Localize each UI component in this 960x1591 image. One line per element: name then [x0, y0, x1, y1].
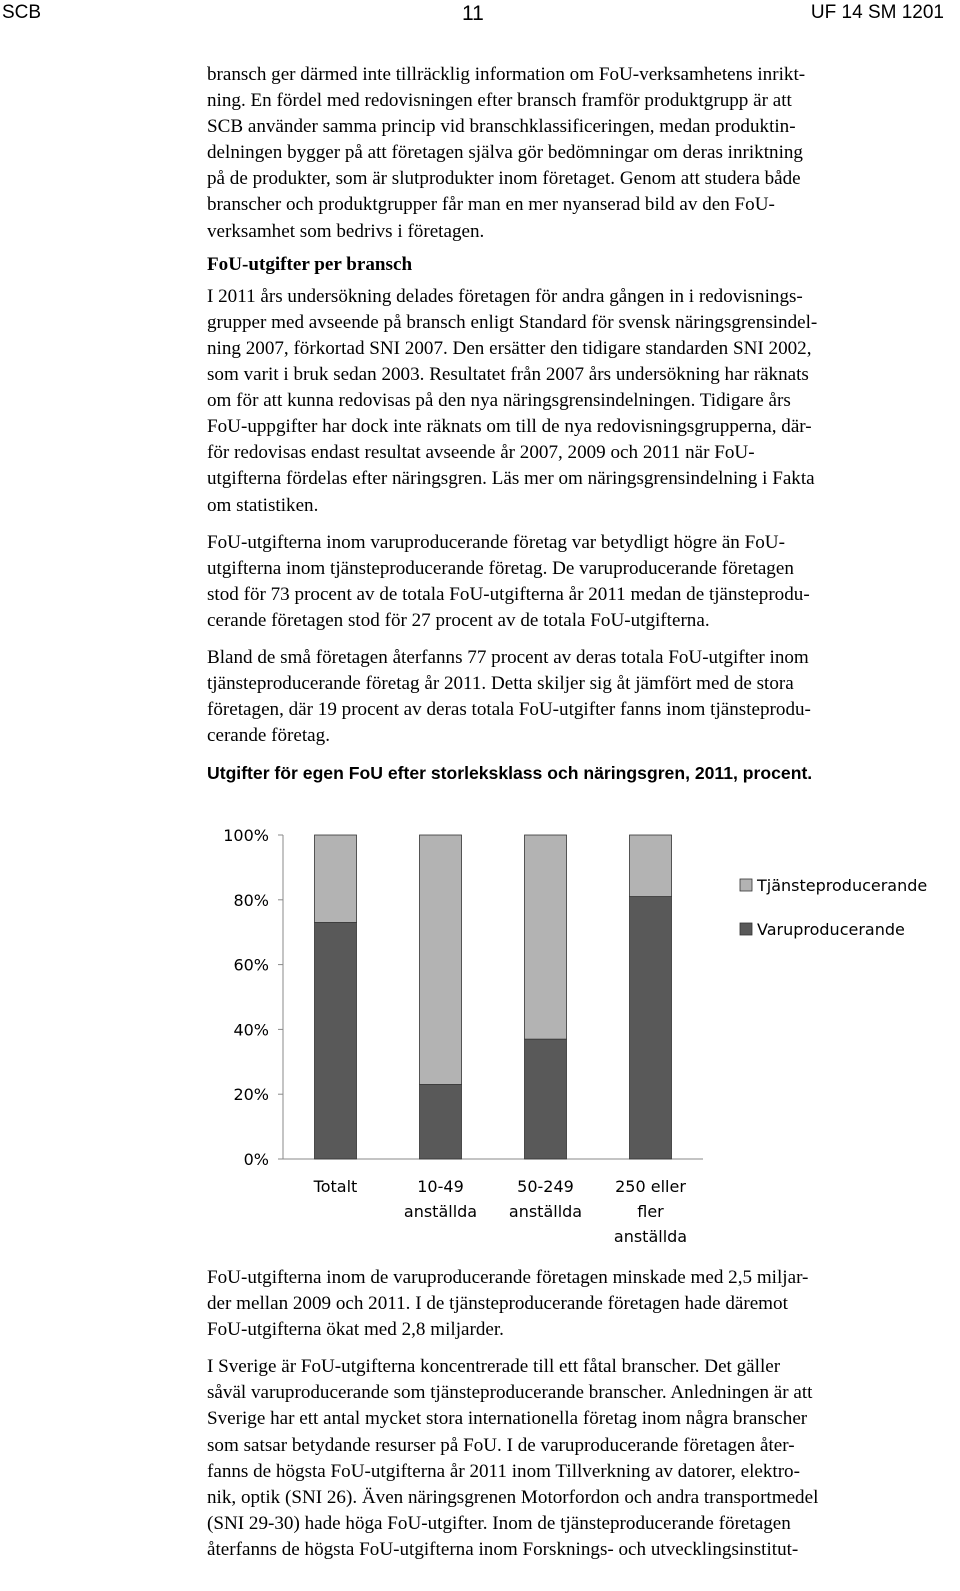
y-tick-label: 0% [243, 1150, 269, 1169]
text-line: delningen bygger på att företagen själva gör bedömningar om deras inriktning [207, 142, 803, 164]
bar-segment [525, 835, 567, 1039]
bar-segment [525, 1039, 567, 1159]
text-line: Sverige har ett antal mycket stora internationella företag inom några branscher [207, 1408, 808, 1430]
text-line: utgifterna inom tjänsteproducerande företag. De varuproducerande företagen [207, 557, 794, 579]
text-line: återfanns de högsta FoU-utgifterna inom Forsknings- och utvecklingsinstitut- [207, 1538, 799, 1560]
text-line: utgifterna fördelas efter näringsgren. Läs mer om näringsgrensindelning i Fakta [207, 468, 815, 490]
x-tick-label: Totalt [313, 1177, 358, 1196]
paragraph-1 [207, 62, 942, 245]
x-tick-label: anställda [403, 1202, 478, 1221]
text-line: FoU-uppgifter har dock inte räknats om till de nya redovisningsgrupperna, där- [207, 416, 812, 438]
text-line: cerande företag. [207, 725, 330, 747]
text-line: som satsar betydande resurser på FoU. I de varuproducerande företagen åter- [207, 1434, 795, 1456]
x-tick-label: fler [637, 1202, 664, 1221]
text-line: om statistiken. [207, 494, 319, 516]
bar-segment [315, 922, 357, 1159]
bar-segment [420, 835, 462, 1084]
y-tick-label: 40% [233, 1020, 269, 1040]
text-line: fanns de högsta FoU-utgifterna år 2011 inom Tillverkning av datorer, elektro- [207, 1460, 800, 1482]
paragraph-3 [207, 530, 942, 634]
legend-swatch [740, 923, 752, 935]
body-text-top [207, 62, 942, 784]
text-line: Bland de små företagen återfanns 77 procent av deras totala FoU-utgifter inom [207, 646, 809, 668]
text-line: tjänsteproducerande företag år 2011. Detta skiljer sig åt jämfört med de stora [207, 673, 794, 695]
bar-segment [630, 835, 672, 897]
text-line: såväl varuproducerande som tjänsteproducerande branscher. Anledningen är att [207, 1382, 813, 1404]
text-line: FoU-utgifterna ökat med 2,8 miljarder. [207, 1319, 504, 1341]
text-line: ning. En fördel med redovisningen efter bransch framför produktgrupp är att [207, 90, 792, 112]
legend-swatch [740, 879, 752, 891]
text-line: företagen, där 19 procent av deras totala FoU-utgifter fanns inom tjänsteprodu- [207, 699, 811, 721]
paragraph-5 [207, 1265, 942, 1343]
text-line: på de produkter, som är slutprodukter inom företaget. Genom att studera både [207, 168, 801, 190]
text-line: som varit i bruk sedan 2003. Resultatet från 2007 års undersökning har räknats [207, 364, 809, 386]
text-line: nik, optik (SNI 26). Även näringsgrenen Motorfordon och andra transportmedel [207, 1486, 819, 1508]
bar-segment [315, 835, 357, 922]
y-tick-label: 80% [233, 890, 269, 910]
stacked-bar-chart [200, 815, 940, 1255]
legend-label: Tjänsteproducerande [757, 876, 928, 895]
text-line: ning 2007, förkortad SNI 2007. Den ersätter den tidigare standarden SNI 2002, [207, 337, 812, 359]
text-line: (SNI 29-30) hade höga FoU-utgifter. Inom de tjänsteproducerande företagen [207, 1512, 791, 1534]
paragraph-2 [207, 284, 942, 519]
paragraph-4 [207, 645, 942, 749]
x-tick-label: 10-49 [417, 1177, 464, 1196]
section-heading: FoU-utgifter per bransch [207, 253, 413, 275]
text-line: stod för 73 procent av de totala FoU-utgifterna år 2011 medan de tjänsteprodu- [207, 583, 810, 605]
x-tick-label: anställda [508, 1202, 583, 1221]
legend-label: Varuproducerande [757, 920, 905, 939]
header-org: SCB [2, 2, 42, 23]
x-tick-label: anställda [613, 1227, 688, 1246]
y-tick-label: 20% [233, 1085, 269, 1105]
header-report-id: UF 14 SM 1201 [810, 2, 944, 23]
text-line: för redovisas endast resultat avseende år 2007, 2009 och 2011 när FoU- [207, 442, 755, 464]
paragraph-6 [207, 1354, 942, 1563]
y-tick-label: 60% [233, 955, 269, 975]
bar-segment [630, 897, 672, 1159]
text-line: om för att kunna redovisas på den nya näringsgrensindelningen. Tidigare års [207, 390, 791, 412]
page-number: 11 [462, 2, 484, 25]
text-line: bransch ger därmed inte tillräcklig information om FoU-verksamhetens inrikt- [207, 64, 806, 85]
text-line: I Sverige är FoU-utgifterna koncentrerade till ett fåtal branscher. Det gäller [207, 1356, 781, 1378]
text-line: cerande företagen stod för 27 procent av de totala FoU-utgifterna. [207, 609, 710, 631]
text-line: grupper med avseende på bransch enligt Standard för svensk näringsgrensindel- [207, 311, 818, 333]
x-tick-label: 250 eller [615, 1177, 686, 1196]
x-tick-label: 50-249 [517, 1177, 574, 1196]
text-line: verksamhet som bedrivs i företagen. [207, 220, 485, 242]
text-line: branscher och produktgrupper får man en mer nyanserad bild av den FoU- [207, 194, 775, 216]
figure-title: Utgifter för egen FoU efter storleksklass och näringsgren, 2011, procent. [207, 763, 813, 784]
text-line: I 2011 års undersökning delades företagen för andra gången in i redovisnings- [207, 285, 803, 307]
bar-segment [420, 1084, 462, 1159]
body-text-bottom [207, 1265, 942, 1563]
text-line: SCB använder samma princip vid branschklassificeringen, medan produktin- [207, 116, 796, 138]
text-line: FoU-utgifterna inom de varuproducerande företagen minskade med 2,5 miljar- [207, 1267, 809, 1288]
text-line: FoU-utgifterna inom varuproducerande företag var betydligt högre än FoU- [207, 531, 785, 553]
y-tick-label: 100% [223, 826, 269, 845]
text-line: der mellan 2009 och 2011. I de tjänsteproducerande företagen hade däremot [207, 1293, 788, 1315]
